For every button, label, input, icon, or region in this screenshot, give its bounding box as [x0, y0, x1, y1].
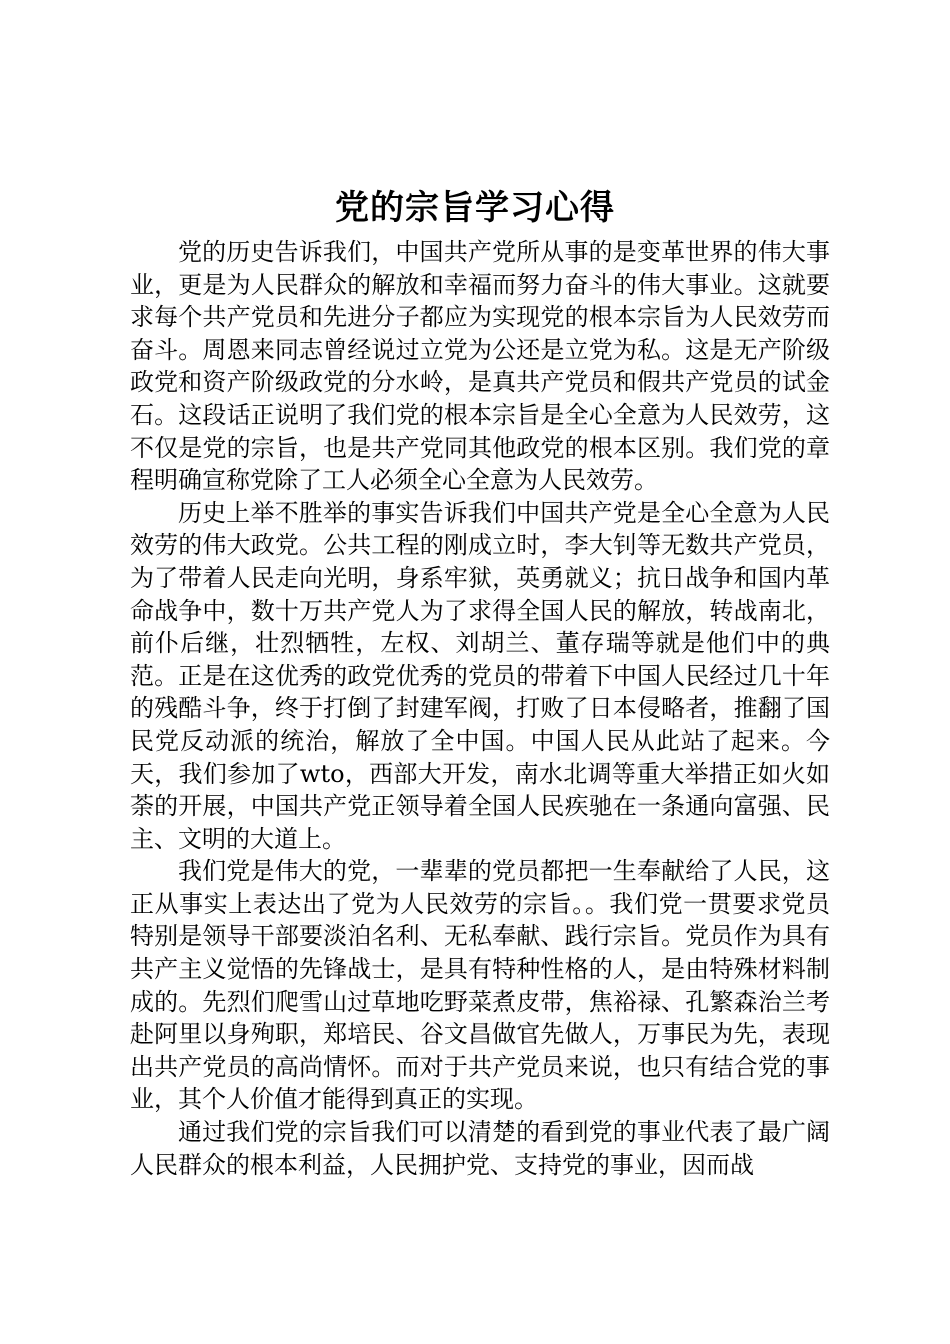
paragraph: 通过我们党的宗旨我们可以清楚的看到党的事业代表了最广阔人民群众的根本利益，人民拥护党、支持党的事业，因而战	[130, 1118, 830, 1179]
document-title: 党的宗旨学习心得	[335, 188, 615, 228]
document-body	[130, 236, 830, 1181]
paragraph: 历史上举不胜举的事实告诉我们中国共产党是全心全意为人民效劳的伟大政党。公共工程的刚成立时，李大钊等无数共产党员，为了带着人民走向光明，身系牢狱，英勇就义；抗日战争和国内革命战争中，数十万共产党人为了求得全国人民的解放，转战南北，前仆后继，壮烈牺牲，左权、刘胡兰、董存瑞等就是他们中的典范。正是在这优秀的政党优秀的党员的带着下中国人民经过几十年的残酷斗争，终于打倒了封建军阀，打败了日本侵略者，推翻了国民党反动派的统治，解放了全中国。中国人民从此站了起来。今天，我们参加了wto，西部大开发，南水北调等重大举措正如火如荼的开展，中国共产党正领导着全国人民疾驰在一条通向富强、民主、文明的大道上。	[130, 498, 830, 853]
paragraph: 我们党是伟大的党，一辈辈的党员都把一生奉献给了人民，这正从事实上表达出了党为人民效劳的宗旨。。我们党一贯要求党员特别是领导干部要淡泊名利、无私奉献、践行宗旨。党员作为具有共产主义觉悟的先锋战士，是具有特种性格的人，是由特殊材料制成的。先烈们爬雪山过草地吃野菜煮皮带，焦裕禄、孔繁森治兰考赴阿里以身殉职，郑培民、谷文昌做官先做人，万事民为先，表现出共产党员的高尚情怀。而对于共产党员来说，也只有结合党的事业，其个人价值才能得到真正的实现。	[130, 857, 830, 1114]
paragraph: 党的历史告诉我们，中国共产党所从事的是变革世界的伟大事业，更是为人民群众的解放和幸福而努力奋斗的伟大事业。这就要求每个共产党员和先进分子都应为实现党的根本宗旨为人民效劳而奋斗。周恩来同志曾经说过立党为公还是立党为私。这是无产阶级政党和资产阶级政党的分水岭，是真共产党员和假共产党员的试金石。这段话正说明了我们党的根本宗旨是全心全意为人民效劳，这不仅是党的宗旨，也是共产党同其他政党的根本区别。我们党的章程明确宣称党除了工人必须全心全意为人民效劳。	[130, 238, 830, 495]
